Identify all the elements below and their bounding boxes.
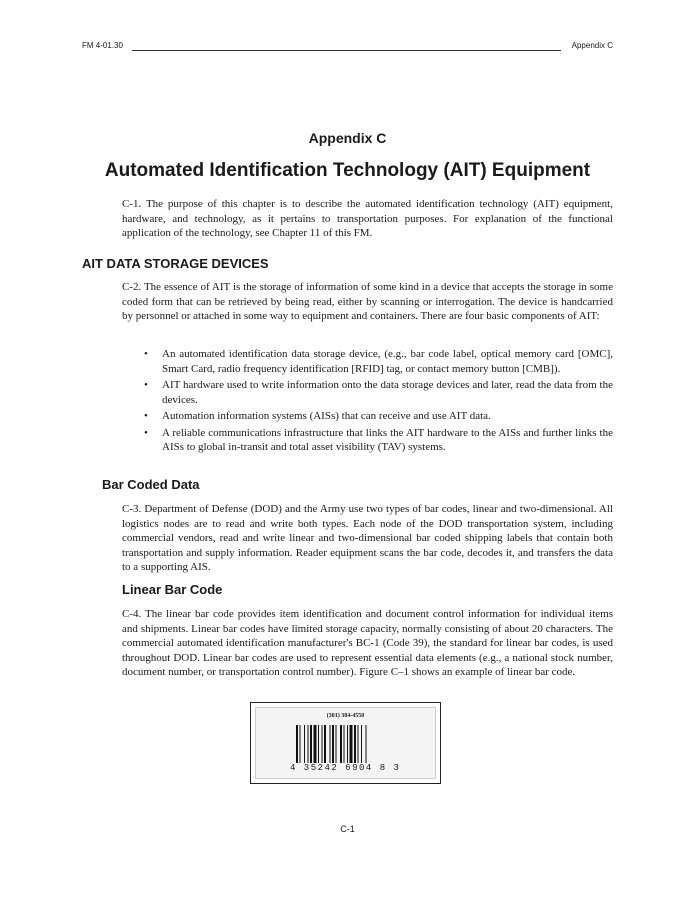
paragraph-c3: C-3. Department of Defense (DOD) and the Army use two types of bar codes, linear and two-dimensional. All logistics nodes are to read and write both types. Each node of the DOD transportation system, including commercial vendors, read and write linear and two-dimensional bar coded shipping labels that contain both transportation and supply information. Reader equipment scans the bar code, decodes it, and transfers the data to a supporting AIS. bbox=[122, 503, 613, 573]
paragraph-c4: C-4. The linear bar code provides item identification and document control information for individual items and shipments. Linear bar codes have limited storage capacity, normally consisting of about 20 characters. The commercial automated identification manufacturer's BC-1 (Code 39), the standard for linear bar codes, is used throughout DOD. Linear bar codes are used to represent essential data elements (e.g., a national stock number, document number, or transportation control number). Figure C–1 shows an example of linear bar code. bbox=[122, 608, 613, 678]
bullet-icon: • bbox=[144, 379, 148, 391]
list-item-text: A reliable communications infrastructure that links the AIT hardware to the AISs and further links the AISs to global in-transit and total asset visibility (TAV) systems. bbox=[162, 426, 613, 453]
header-section: Appendix C bbox=[571, 41, 613, 50]
header-rule bbox=[132, 50, 561, 51]
appendix-label: Appendix C bbox=[308, 130, 387, 146]
barcode-label bbox=[255, 707, 436, 779]
list-item-text: AIT hardware used to write information onto the data storage devices and later, read the data from the devices. bbox=[162, 379, 613, 406]
barcode-phone-number: (301) 384-4550 bbox=[326, 713, 365, 719]
bullet-icon: • bbox=[144, 410, 148, 422]
paragraph-c2: C-2. The essence of AIT is the storage of information of some kind in a device that accepts the storage in some coded form that can be retrieved by being read, either by scanning or interrogation. The device is handcarried by personnel or attached in some way to equipment and containers. There are four basic components of AIT: bbox=[122, 281, 613, 322]
list-item bbox=[144, 347, 613, 376]
paragraph-c1: C-1. The purpose of this chapter is to describe the automated identification technology (AIT) equipment, hardware, and technology, as it pertains to transportation purposes. For explanation of the functional application of the technology, see Chapter 11 of this FM. bbox=[122, 198, 613, 239]
barcode-figure bbox=[250, 702, 441, 784]
list-item-text: An automated identification data storage device, (e.g., bar code label, optical memory card [OMC], Smart Card, radio frequency identification [RFID] tag, or contact memory button [CMB]). bbox=[162, 348, 613, 375]
list-item bbox=[144, 409, 613, 424]
component-list bbox=[144, 347, 613, 457]
bullet-icon: • bbox=[144, 348, 148, 360]
header-doc-id: FM 4-01.30 bbox=[82, 41, 123, 50]
list-item bbox=[144, 426, 613, 455]
page-number: C-1 bbox=[340, 824, 355, 834]
heading-ait-data-storage: AIT DATA STORAGE DEVICES bbox=[82, 256, 269, 271]
running-header bbox=[82, 41, 613, 55]
list-item bbox=[144, 378, 613, 407]
barcode-digits: 4 35242 6904 8 3 bbox=[290, 763, 401, 773]
bullet-icon: • bbox=[144, 426, 148, 439]
heading-bar-coded-data: Bar Coded Data bbox=[102, 477, 200, 492]
page-title: Automated Identification Technology (AIT) Equipment bbox=[104, 160, 591, 181]
heading-linear-bar-code: Linear Bar Code bbox=[122, 582, 223, 597]
list-item-text: Automation information systems (AISs) that can receive and use AIT data. bbox=[162, 410, 491, 422]
barcode-bars-image bbox=[296, 725, 396, 763]
